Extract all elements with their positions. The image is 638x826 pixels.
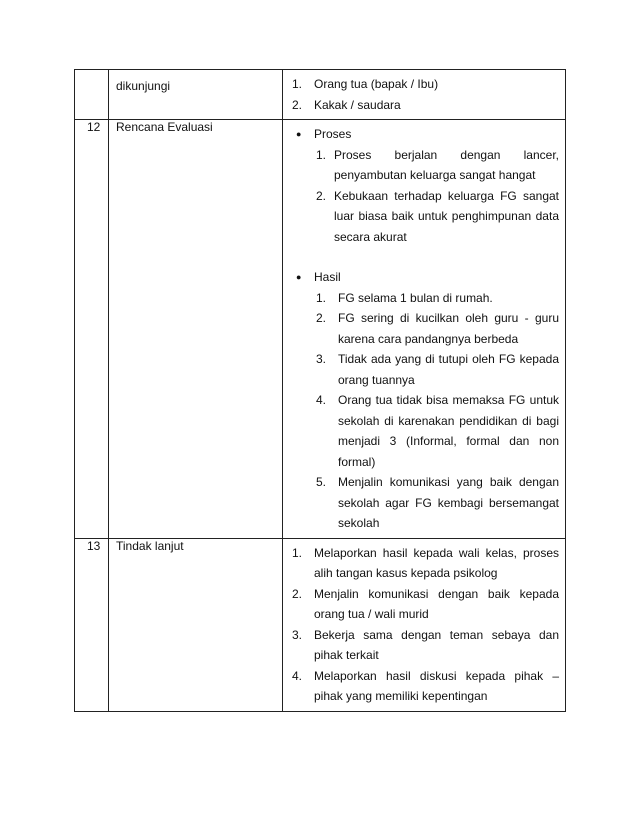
table-row xyxy=(75,120,566,539)
list-item: 2. Menjalin komunikasi dengan baik kepada orang tua / wali murid xyxy=(292,586,559,621)
list-item: 2. Kebukaan terhadap keluarga FG sangat luar biasa baik untuk penghimpunan data secara akurat xyxy=(316,188,559,244)
bullet-item-proses: ● Proses xyxy=(290,124,559,145)
list-item: 1. Proses berjalan dengan lancer, penyambutan keluarga sangat hangat xyxy=(316,147,559,182)
bullet-icon: ● xyxy=(296,272,302,282)
table-row xyxy=(75,70,566,120)
aspect-label: dikunjungi xyxy=(116,79,171,93)
list-item: 4. Orang tua tidak bisa memaksa FG untuk sekolah di karenakan pendidikan di bagi menjadi 3 (Informal, formal dan non formal) xyxy=(316,393,559,469)
list-item: 1. Orang tua (bapak / Ibu) xyxy=(292,77,439,91)
detail-cell xyxy=(283,70,566,120)
detail-cell xyxy=(283,120,566,539)
bullet-icon: ● xyxy=(296,129,302,139)
list-item: 4. Melaporkan hasil diskusi kepada pihak – pihak yang memiliki kepentingan xyxy=(292,668,559,703)
detail-cell xyxy=(283,538,566,711)
aspect-label: Tindak lanjut xyxy=(116,538,184,553)
bullet-item-hasil: ● Hasil xyxy=(290,267,559,288)
row-number: 12 xyxy=(87,120,101,134)
aspect-label: Rencana Evaluasi xyxy=(116,120,213,134)
list-item: 3. Tidak ada yang di tutupi oleh FG kepada orang tuannya xyxy=(316,352,559,387)
aspect-cell xyxy=(109,538,283,711)
number-cell xyxy=(75,120,109,539)
number-cell xyxy=(75,70,109,120)
list-item: 5. Menjalin komunikasi yang baik dengan sekolah agar FG kembagi bersemangat sekolah xyxy=(316,475,559,530)
list-item: 3. Bekerja sama dengan teman sebaya dan pihak terkait xyxy=(292,627,559,662)
number-cell xyxy=(75,538,109,711)
list-item: 1. FG selama 1 bulan di rumah. xyxy=(316,290,493,305)
aspect-cell xyxy=(109,120,283,539)
row-number: 13 xyxy=(87,538,101,553)
list-item: 2. Kakak / saudara xyxy=(292,97,401,112)
evaluation-table xyxy=(74,69,566,712)
table-row xyxy=(75,538,566,711)
list-item: 1. Melaporkan hasil kepada wali kelas, proses alih tangan kasus kepada psikolog xyxy=(292,545,559,580)
aspect-cell xyxy=(109,70,283,120)
list-item: 2. FG sering di kucilkan oleh guru - guru karena cara pandangnya berbeda xyxy=(316,311,559,346)
